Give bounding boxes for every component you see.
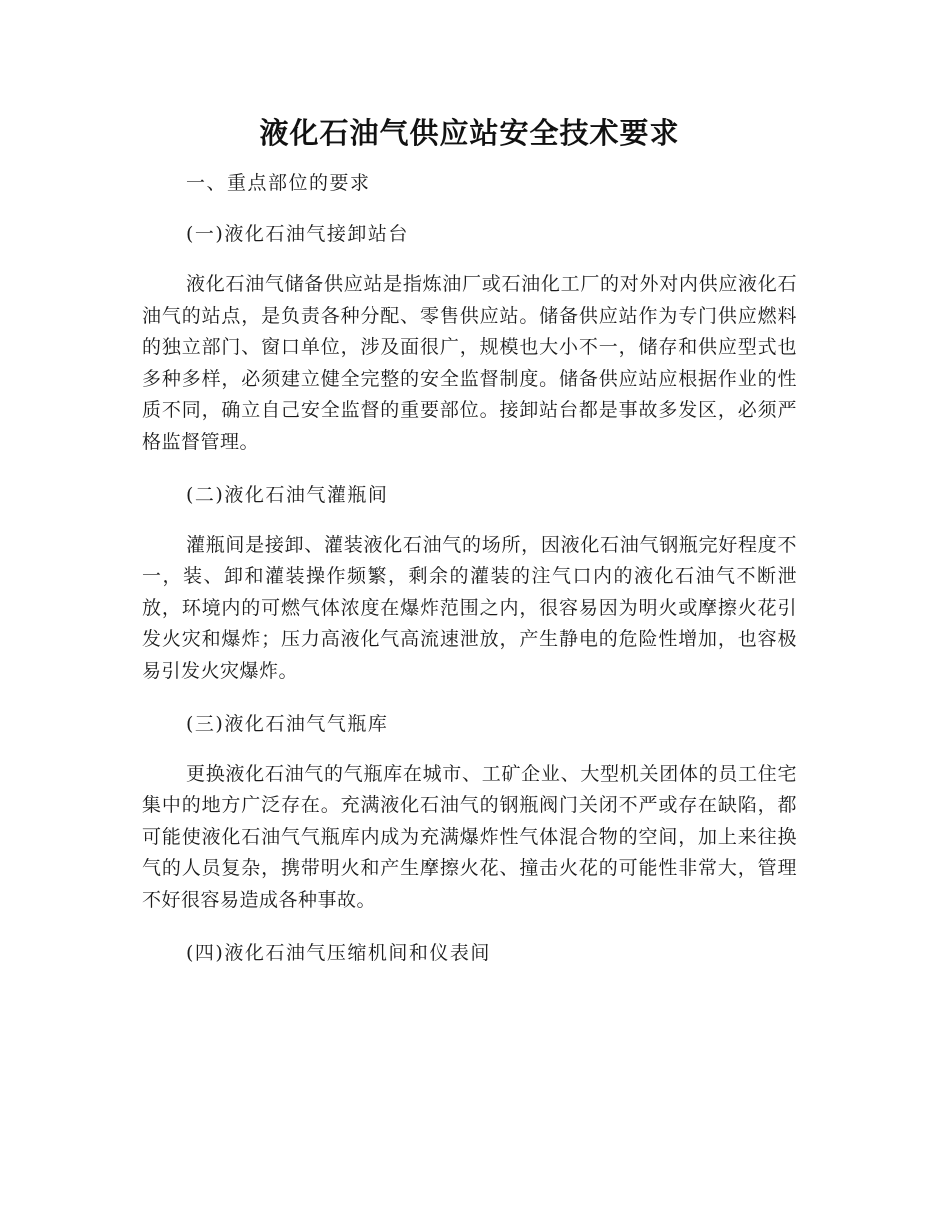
paragraph-1: 液化石油气储备供应站是指炼油厂或石油化工厂的对外对内供应液化石油气的站点，是负责各种分配、零售供应站。储备供应站作为专门供应燃料的独立部门、窗口单位，涉及面很广，规模也大小不一，储存和供应型式也多种多样，必须建立健全完整的安全监督制度。储备供应站应根据作业的性质不同，确立自己安全监督的重要部位。接卸站台都是事故多发区，必须严格监督管理。 bbox=[142, 273, 797, 453]
subsection-heading-3: (三)液化石油气气瓶库 bbox=[186, 712, 389, 735]
paragraph-3: 更换液化石油气的气瓶库在城市、工矿企业、大型机关团体的员工住宅集中的地方广泛存在。充满液化石油气的钢瓶阀门关闭不严或存在缺陷，都可能使液化石油气气瓶库内成为充满爆炸性气体混合物的空间，加上来往换气的人员复杂，携带明火和产生摩擦火花、撞击火花的可能性非常大，管理不好很容易造成各种事故。 bbox=[142, 762, 797, 911]
document-title: 液化石油气供应站安全技术要求 bbox=[259, 116, 680, 150]
paragraph-2: 灌瓶间是接卸、灌装液化石油气的场所，因液化石油气钢瓶完好程度不一，装、卸和灌装操作频繁，剩余的灌装的注气口内的液化石油气不断泄放，环境内的可燃气体浓度在爆炸范围之内，很容易因为明火或摩擦火花引发火灾和爆炸；压力高液化气高流速泄放，产生静电的危险性增加，也容极易引发火灾爆炸。 bbox=[142, 533, 797, 682]
subsection-heading-1: (一)液化石油气接卸站台 bbox=[186, 223, 409, 245]
document-page bbox=[142, 0, 797, 968]
section-heading-1: 一、重点部位的要求 bbox=[186, 172, 371, 194]
subsection-heading-2: (二)液化石油气灌瓶间 bbox=[186, 483, 389, 506]
subsection-heading-4: (四)液化石油气压缩机间和仪表间 bbox=[186, 941, 491, 964]
